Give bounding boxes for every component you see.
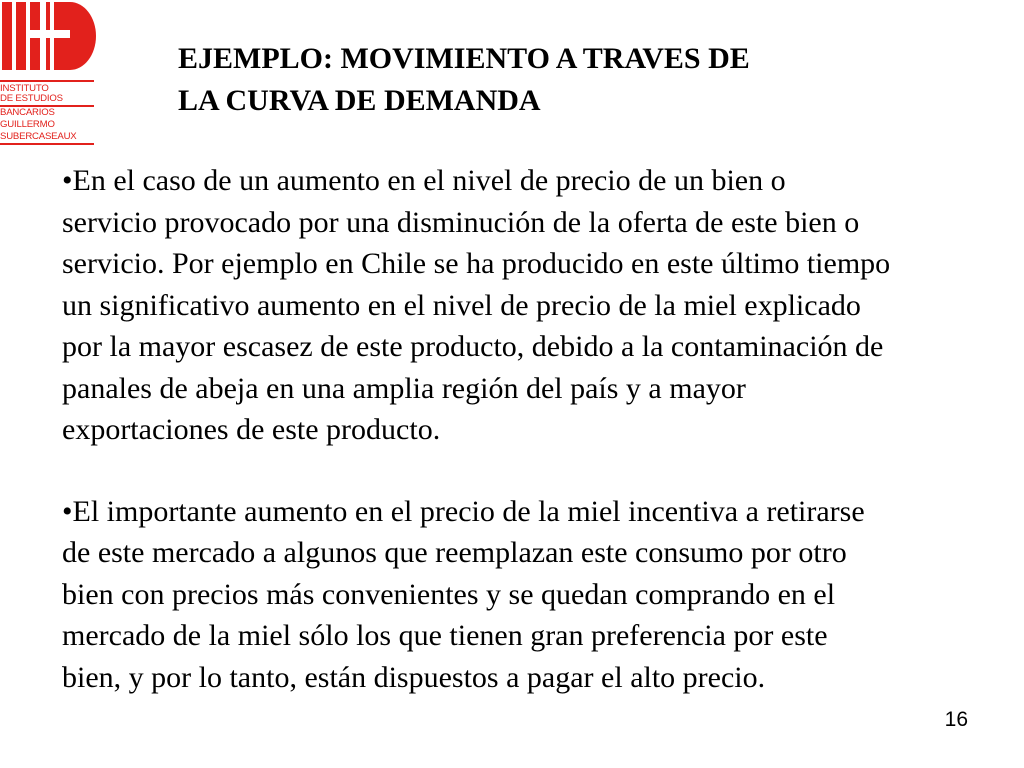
- paragraph-line: de este mercado a algunos que reemplazan este consumo por otro: [62, 536, 847, 569]
- paragraph-line: exportaciones de este producto.: [62, 413, 441, 446]
- logo-text-line-2: DE ESTUDIOS: [0, 93, 63, 104]
- paragraph-line: servicio. Por ejemplo en Chile se ha producido en este último tiempo: [62, 247, 891, 280]
- logo-text-line-5: SUBERCASEAUX: [0, 131, 77, 142]
- paragraph-line: panales de abeja en una amplia región del país y a mayor: [62, 371, 746, 405]
- logo-text-line-1: INSTITUTO: [0, 83, 49, 94]
- paragraph-line: un significativo aumento en el nivel de precio de la miel explicado: [62, 288, 861, 322]
- institute-logo: [0, 0, 100, 152]
- paragraph-line: mercado de la miel sólo los que tienen gran preferencia por este: [62, 619, 828, 652]
- paragraph-line: bien, y por lo tanto, están dispuestos a pagar el alto precio.: [62, 660, 766, 694]
- slide-body: [62, 160, 1012, 698]
- institute-logo-mark: [0, 0, 100, 80]
- logo-rule-top: [0, 80, 94, 82]
- bullet-paragraph-1: [62, 160, 1012, 451]
- paragraph-line: bien con precios más convenientes y se quedan comprando en el: [62, 577, 836, 611]
- paragraph-line: •En el caso de un aumento en el nivel de precio de un bien o: [62, 164, 786, 197]
- logo-rule-bottom: [0, 143, 94, 145]
- slide-title: [178, 38, 750, 122]
- paragraph-line: servicio provocado por una disminución de la oferta de este bien o: [62, 205, 860, 239]
- slide-title-line-1: EJEMPLO: MOVIMIENTO A TRAVES DE: [178, 42, 750, 75]
- logo-text-line-3: BANCARIOS: [0, 107, 55, 118]
- logo-text-line-4: GUILLERMO: [0, 119, 55, 130]
- bullet-paragraph-2: [62, 491, 1012, 699]
- paragraph-line: por la mayor escasez de este producto, debido a la contaminación de: [62, 330, 884, 363]
- paragraph-line: •El importante aumento en el precio de la miel incentiva a retirarse: [62, 494, 865, 528]
- page-number: 16: [944, 708, 968, 731]
- slide-title-line-2: LA CURVA DE DEMANDA: [178, 84, 541, 117]
